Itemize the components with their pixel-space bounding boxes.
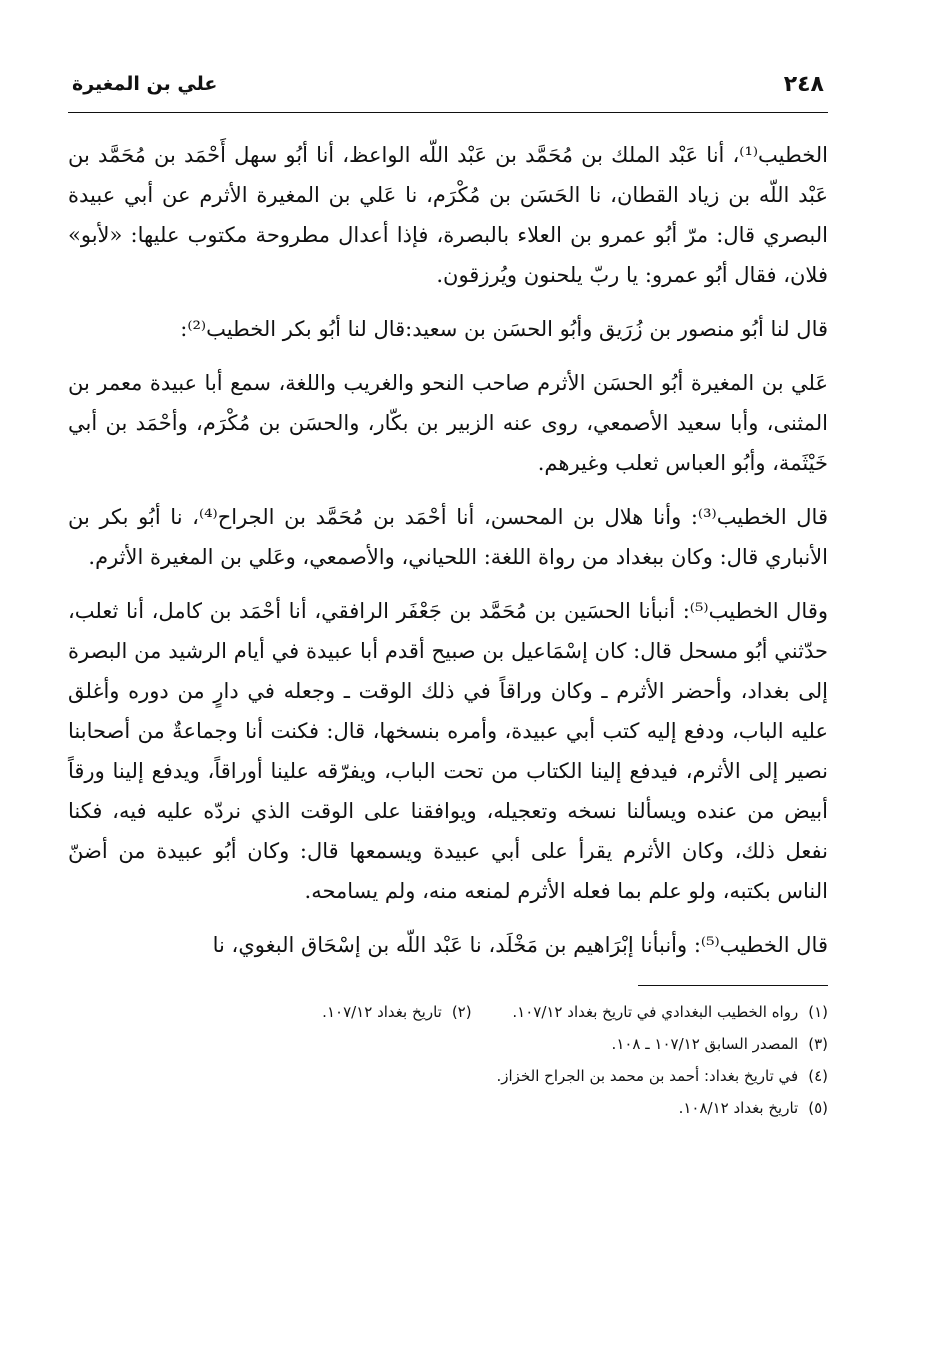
body-text [68,135,828,965]
footnote-divider [638,985,828,986]
footnote-number: (١) [808,1003,828,1021]
paragraph: قال لنا أبُو منصور بن زُرَيق وأبُو الحسَن بن سعيد:قال لنا أبُو بكر الخطيب⁽²⁾: [180,317,828,341]
footnote-text: المصدر السابق ١٠٧/١٢ ـ ١٠٨. [611,1035,799,1053]
running-title: علي بن المغيرة [72,73,218,95]
page-number: ٢٤٨ [783,72,824,97]
footnotes [68,996,828,1124]
footnote [512,996,828,1028]
footnote [322,996,471,1028]
footnote [679,1092,828,1124]
footnote [497,1060,829,1092]
paragraph: الخطيب⁽¹⁾، أنا عَبْد الملك بن مُحَمَّد بن عَبْد اللّه الواعظ، أنا أبُو سهل أَحْمَد بن مُحَمَّد بن عَبْد اللّه بن زياد القطان، نا الحَسَن بن مُكْرَم، نا عَلي بن المغيرة الأثرم عن أبي عبيدة البصري قال: مرّ أبُو عمرو بن العلاء بالبصرة، فإذا أعدال مطروحة مكتوب عليها: «لأبو» فلان، فقال أبُو عمرو: يا ربّ يلحنون ويُرزقون. [68,143,828,287]
footnote-text: رواه الخطيب البغدادي في تاريخ بغداد ١٠٧/١٢. [512,1003,799,1021]
footnote-number: (٤) [808,1067,828,1085]
footnote-row [68,1028,828,1060]
footnote-number: (٢) [451,1003,472,1021]
footnote-row [68,1092,828,1124]
paragraph: قال الخطيب⁽⁵⁾: وأنبأنا إبْرَاهيم بن مَخْلَد، نا عَبْد اللّه بن إسْحَاق البغوي، نا [212,933,828,957]
running-header [68,60,828,113]
footnote-number: (٣) [808,1035,828,1053]
footnote-text: تاريخ بغداد ١٠٧/١٢. [322,1003,442,1021]
footnote-row [68,1060,828,1092]
paragraph: قال الخطيب⁽³⁾: وأنا هلال بن المحسن، أنا أحْمَد بن مُحَمَّد بن الجراح⁽⁴⁾، نا أبُو بكر بن الأنباري قال: وكان ببغداد من رواة اللغة: اللحياني، والأصمعي، وعَلي بن المغيرة الأثرم. [68,505,828,569]
footnote-number: (٥) [808,1099,828,1117]
footnote [612,1028,828,1060]
footnote-row [68,996,828,1028]
book-page [68,60,828,1310]
footnote-text: في تاريخ بغداد: أحمد بن محمد بن الجراح الخزاز. [496,1067,799,1085]
paragraph: وقال الخطيب⁽⁵⁾: أنبأنا الحسَين بن مُحَمَّد بن جَعْفَر الرافقي، أنا أحْمَد بن كامل، أنا ثعلب، حدّثني أبُو مسحل قال: كان إسْمَاعيل بن صبيح أقدم أبا عبيدة في أيام الرشيد من البصرة إلى بغداد، وأحضر الأثرم ـ وكان وراقاً في ذلك الوقت ـ وجعله في دارٍ من دوره وأغلق عليه الباب، ودفع إليه كتب أبي عبيدة، وأمره بنسخها، قال: فكنت أنا وجماعةٌ من أصحابنا نصير إلى الأثرم، فيدفع إلينا الكتاب من تحت الباب، ويفرّقه علينا أوراقاً، ويدفع إلينا ورقاً أبيض من عنده ويسألنا نسخه وتعجيله، ويوافقنا على الوقت الذي نردّه عليه فيه، فكنا نفعل ذلك، وكان الأثرم يقرأ على أبي عبيدة ويسمعها قال: وكان أبُو عبيدة من أضنّ الناس بكتبه، ولو علم بما فعله الأثرم لمنعه منه، ولم يسامحه. [68,599,828,903]
footnote-text: تاريخ بغداد ١٠٨/١٢. [678,1099,799,1117]
paragraph: عَلي بن المغيرة أبُو الحسَن الأثرم صاحب النحو والغريب واللغة، سمع أبا عبيدة معمر بن المثنى، وأبا سعيد الأصمعي، روى عنه الزبير بن بكّار، والحسَن بن مُكْرَم، وأحْمَد بن أبي خَيْثَمة، وأبُو العباس ثعلب وغيرهم. [68,371,828,475]
